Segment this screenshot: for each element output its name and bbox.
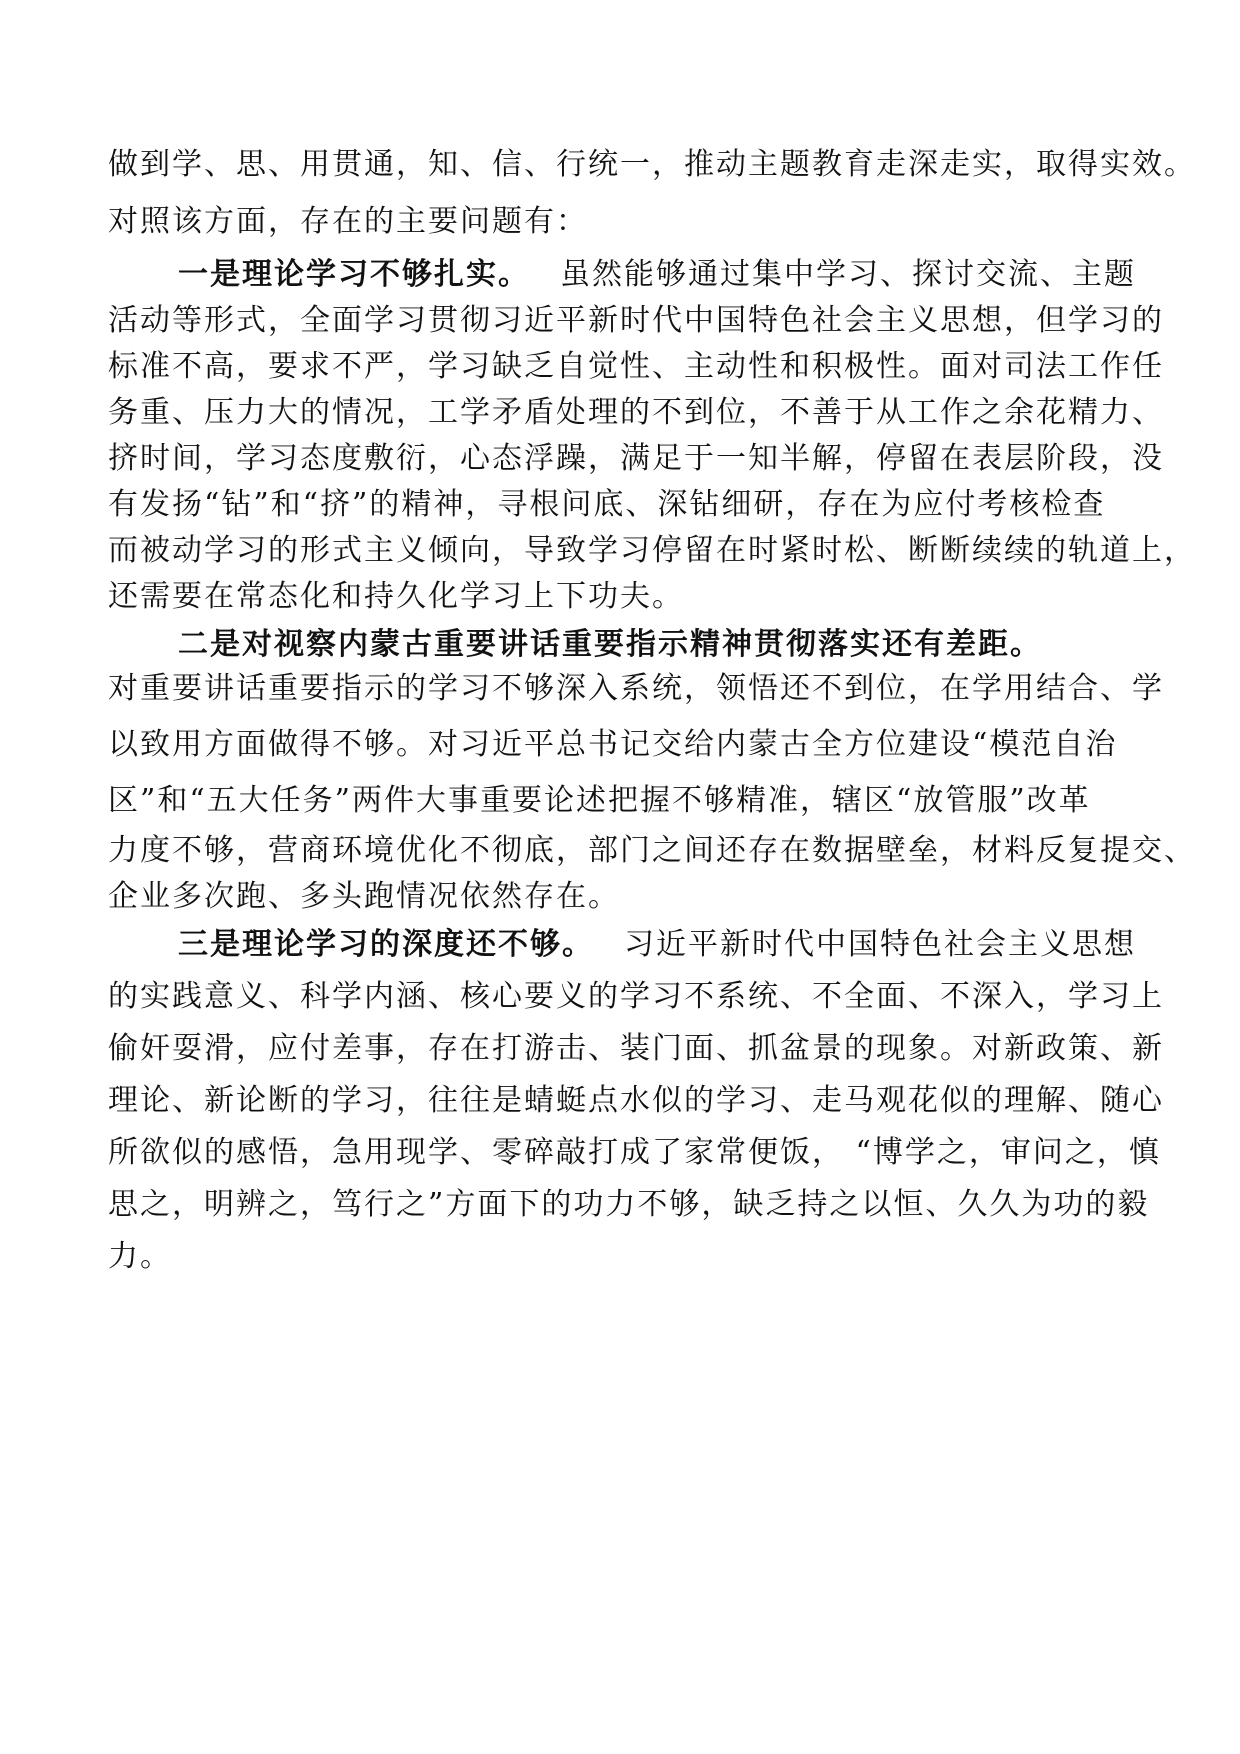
section-3-first-line (178, 928, 1218, 962)
section-1-line-1: 虽然能够通过集中学习、探讨交流、主题 (560, 257, 1136, 292)
section-2-line-4: 区”和“五大任务”两件大事重要论述把握不够精准，辖区“放管服”改革 (108, 783, 1091, 818)
section-3-line-2: 的实践意义、科学内涵、核心要义的学习不系统、不全面、不深入，学习上 (108, 979, 1164, 1014)
section-3-line-6: 思之，明辨之，笃行之”方面下的功力不够，缺乏持之以恒、久久为功的毅 (108, 1187, 1150, 1222)
section-1-heading: 一是理论学习不够扎实。 (178, 257, 530, 292)
section-2-line-5: 力度不够，营商环境优化不彻底，部门之间还存在数据壁垒，材料反复提交、 (108, 833, 1196, 868)
intro-line-2: 对照该方面，存在的主要问题有： (108, 204, 588, 239)
section-2-line-3: 以致用方面做得不够。对习近平总书记交给内蒙古全方位建设“模范自治 (108, 727, 1118, 762)
section-1-line-4: 务重、压力大的情况，工学矛盾处理的不到位，不善于从工作之余花精力、 (108, 395, 1164, 430)
section-2-first-line (178, 628, 1218, 662)
section-3-line-3: 偷奸耍滑，应付差事，存在打游击、装门面、抓盆景的现象。对新政策、新 (108, 1031, 1164, 1066)
section-1-line-6: 有发扬“钻”和“挤”的精神，寻根问底、深钻细研，存在为应付考核检查 (108, 487, 1106, 522)
section-2-line-6: 企业多次跑、多头跑情况依然存在。 (108, 879, 620, 914)
section-1-line-3: 标准不高，要求不严，学习缺乏自觉性、主动性和积极性。面对司法工作任 (108, 349, 1164, 384)
section-1-line-5: 挤时间，学习态度敷衍，心态浮躁，满足于一知半解，停留在表层阶段，没 (108, 441, 1164, 476)
section-3-line-4: 理论、新论断的学习，往往是蜻蜓点水似的学习、走马观花似的理解、随心 (108, 1083, 1164, 1118)
section-1-line-2: 活动等形式，全面学习贯彻习近平新时代中国特色社会主义思想，但学习的 (108, 303, 1164, 338)
section-1-line-8: 还需要在常态化和持久化学习上下功夫。 (108, 579, 684, 614)
section-2-heading: 二是对视察内蒙古重要讲话重要指示精神贯彻落实还有差距。 (178, 627, 1042, 662)
section-2-line-2: 对重要讲话重要指示的学习不够深入系统，领悟还不到位，在学用结合、学 (108, 671, 1164, 706)
intro-line-1: 做到学、思、用贯通，知、信、行统一，推动主题教育走深走实，取得实效。 (108, 147, 1196, 182)
section-3-line-1: 习近平新时代中国特色社会主义思想 (624, 927, 1136, 962)
section-1-first-line (178, 258, 1218, 292)
section-3-line-7: 力。 (108, 1239, 172, 1274)
section-3-line-5: 所欲似的感悟，急用现学、零碎敲打成了家常便饭， “博学之，审问之，慎 (108, 1135, 1161, 1170)
section-3-heading: 三是理论学习的深度还不够。 (178, 927, 594, 962)
section-1-line-7: 而被动学习的形式主义倾向，导致学习停留在时紧时松、断断续续的轨道上， (108, 533, 1196, 568)
